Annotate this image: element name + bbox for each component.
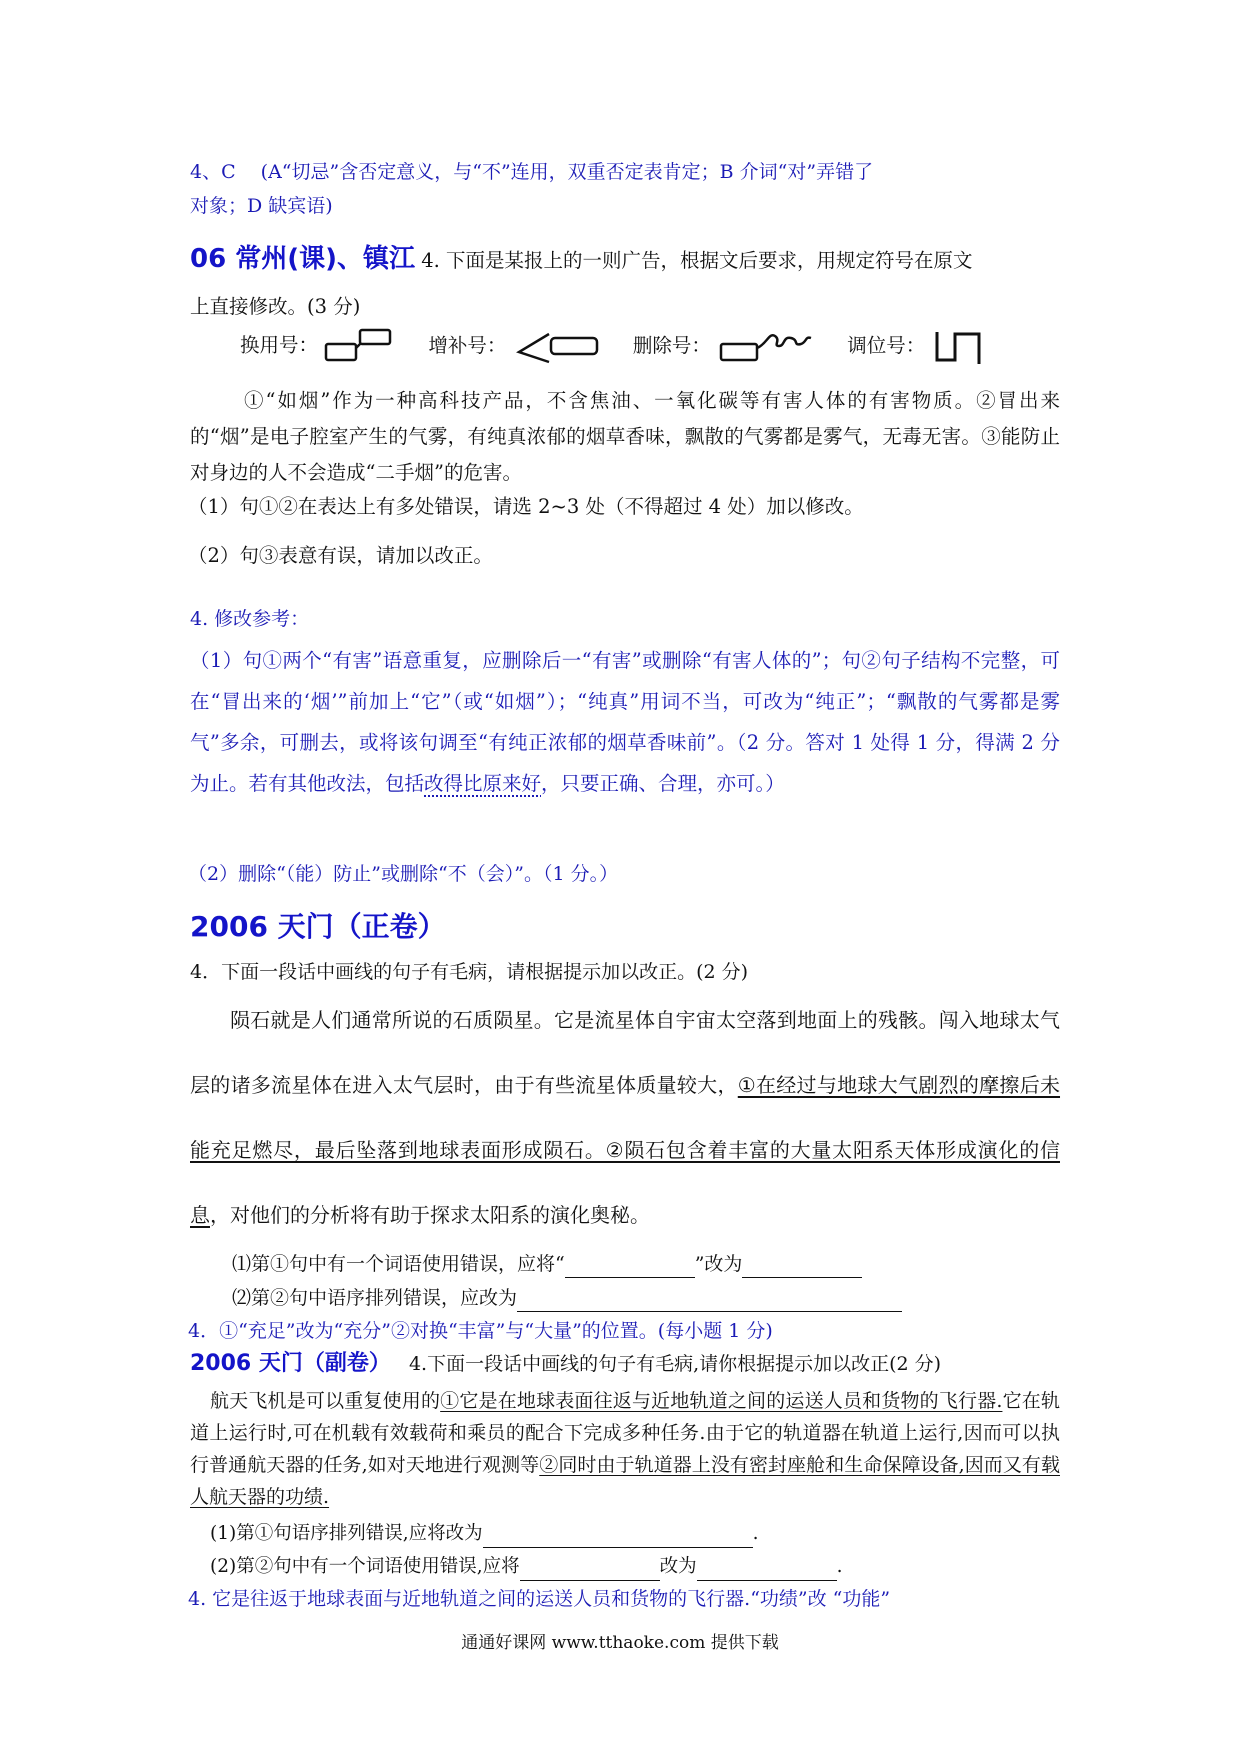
delete-mark-label: 删除号：	[632, 333, 711, 357]
section3-title: 2006 天门（副卷）	[190, 1351, 391, 1376]
answer-blank[interactable]	[742, 1255, 862, 1278]
answer-blank[interactable]	[697, 1558, 837, 1581]
transpose-mark-label: 调位号：	[847, 333, 926, 357]
section1-passage: ①“如烟”作为一种高科技产品，不含焦油、一氧化碳等有害人体的有害物质。②冒出来的“烟”是电子腔室产生的气雾，有纯真浓郁的烟草香味，飘散的气雾都是雾气，无毒无害。③能防止对身边的人不会造成“二手烟”的危害。	[190, 389, 1060, 484]
section3-subq2: (2)第②句中有一个词语使用错误,应将 改为 .	[210, 1553, 843, 1581]
section3-subq1: (1)第①句语序排列错误,应将改为 .	[210, 1520, 758, 1548]
section3-question: 4.下面一段话中画线的句子有毛病,请你根据提示加以改正(2 分)	[408, 1353, 942, 1375]
footer-note: 通通好课网 www.tthaoke.com 提供下载	[461, 1633, 779, 1653]
section2-title: 2006 天门（正卷）	[190, 910, 446, 943]
section2-passage-a: 陨石就是人们通常所说的石质陨星。它是流星体自宇宙太空落到地面上的残骸。闯入地球太气层的诸多流星体在进入太气层时，由于有些流星体质量较大，	[190, 1008, 1060, 1097]
answer1-text: （1）句①两个“有害”语意重复，应删除后一“有害”或删除“有害人体的”；句②句子结构不完整，可在“冒出来的‘烟’”前加上“它”（或“如烟”）；“纯真”用词不当，可改为“纯正”；“飘散的气雾都是雾气”多余，可删去，或将该句调至“有纯正浓郁的烟草香味前”。（2 分。答对 1 处得 1 分，得满 2 分为止。若有其他改法，包括	[190, 649, 1060, 795]
section3-passage-underlined1: ①它是在地球表面往返与近地轨道之间的运送人员和货物的飞行器.	[440, 1390, 1003, 1412]
correction-symbols	[240, 326, 991, 366]
answer1-head: 4. 修改参考：	[190, 608, 310, 630]
section2-passage-b: ，对他们的分析将有助于探求太阳系的演化奥秘。	[210, 1203, 650, 1227]
section1-subq1: （1）句①②在表达上有多处错误，请选 2~3 处（不得超过 4 处）加以修改。	[188, 495, 864, 518]
section3-subq2-a: (2)第②句中有一个词语使用错误,应将	[210, 1556, 520, 1577]
section1-title: 06 常州(课)、镇江	[190, 244, 415, 274]
delete-mark-icon	[717, 326, 817, 366]
section1-header	[190, 245, 973, 275]
answer-blank[interactable]	[520, 1558, 660, 1581]
section2-answer: 4．①“充足”改为“充分”②对换“丰富”与“大量”的位置。(每小题 1 分)	[188, 1320, 773, 1342]
section3-header	[190, 1350, 941, 1378]
insert-mark-icon	[513, 326, 603, 366]
section2-passage-underlined: ①在经过与地球大气剧烈的摩擦后未能充足燃尽，最后坠落到地球表面形成陨石。②陨石包含着丰富的大量太阳系天体形成演化的信息	[190, 1073, 1061, 1227]
replace-mark-label: 换用号：	[240, 333, 319, 357]
section3-passage-b: 它在轨道上运行时,可在机载有效载荷和乘员的配合下完成多种任务.由于它的轨道器在轨道上运行,因而可以执行普通航天器的任务,如对天地进行观测等	[190, 1390, 1060, 1476]
section2-subq1-b: ”改为	[694, 1253, 743, 1275]
section3-passage	[190, 1385, 1060, 1513]
section2-passage	[190, 988, 1060, 1248]
replace-mark-icon	[324, 326, 394, 366]
answer1-end: ，只要正确、合理，亦可。）	[541, 772, 785, 795]
section3-passage-underlined2: ②同时由于轨道器上没有密封座舱和生命保障设备,因而又有载人航天器的功绩.	[190, 1454, 1060, 1508]
section2-question: 4．下面一段话中画线的句子有毛病，请根据提示加以改正。(2 分)	[190, 961, 749, 983]
answer-blank[interactable]	[483, 1525, 753, 1548]
answer-blank[interactable]	[517, 1289, 902, 1312]
section1-question: 4. 下面是某报上的一则广告，根据文后要求，用规定符号在原文	[415, 249, 973, 272]
section2-subq2-text: ⑵第②句中语序排列错误，应改为	[232, 1287, 518, 1309]
answer1-part1	[190, 640, 1060, 804]
transpose-mark-icon	[931, 326, 991, 366]
section3-subq1-text: (1)第①句语序排列错误,应将改为	[210, 1523, 483, 1544]
section3-answer: 4. 它是往返于地球表面与近地轨道之间的运送人员和货物的飞行器.“功绩”改 “功能”	[188, 1588, 891, 1610]
section3-subq2-b: 改为	[659, 1556, 697, 1577]
insert-mark-label: 增补号：	[428, 333, 507, 357]
answer-c-line1: 4、C (A“切忌”含否定意义，与“不”连用，双重否定表肯定；B 介词“对”弄错了	[190, 161, 874, 183]
section2-subq2	[232, 1284, 902, 1312]
section1-subq2: （2）句③表意有误，请加以改正。	[188, 544, 493, 567]
section1-question-cont: 上直接修改。(3 分)	[190, 295, 361, 318]
section2-subq1-a: ⑴第①句中有一个词语使用错误，应将“	[232, 1253, 565, 1275]
answer1-emphasis: 改得比原来好	[424, 772, 542, 795]
section2-subq1	[232, 1250, 862, 1278]
answer-blank[interactable]	[565, 1255, 695, 1278]
section3-passage-a: 航天飞机是可以重复使用的	[210, 1390, 441, 1412]
answer1-part2: （2）删除“（能）防止”或删除“不（会）”。（1 分。）	[188, 863, 619, 885]
answer-c-line2: 对象；D 缺宾语)	[190, 195, 333, 217]
